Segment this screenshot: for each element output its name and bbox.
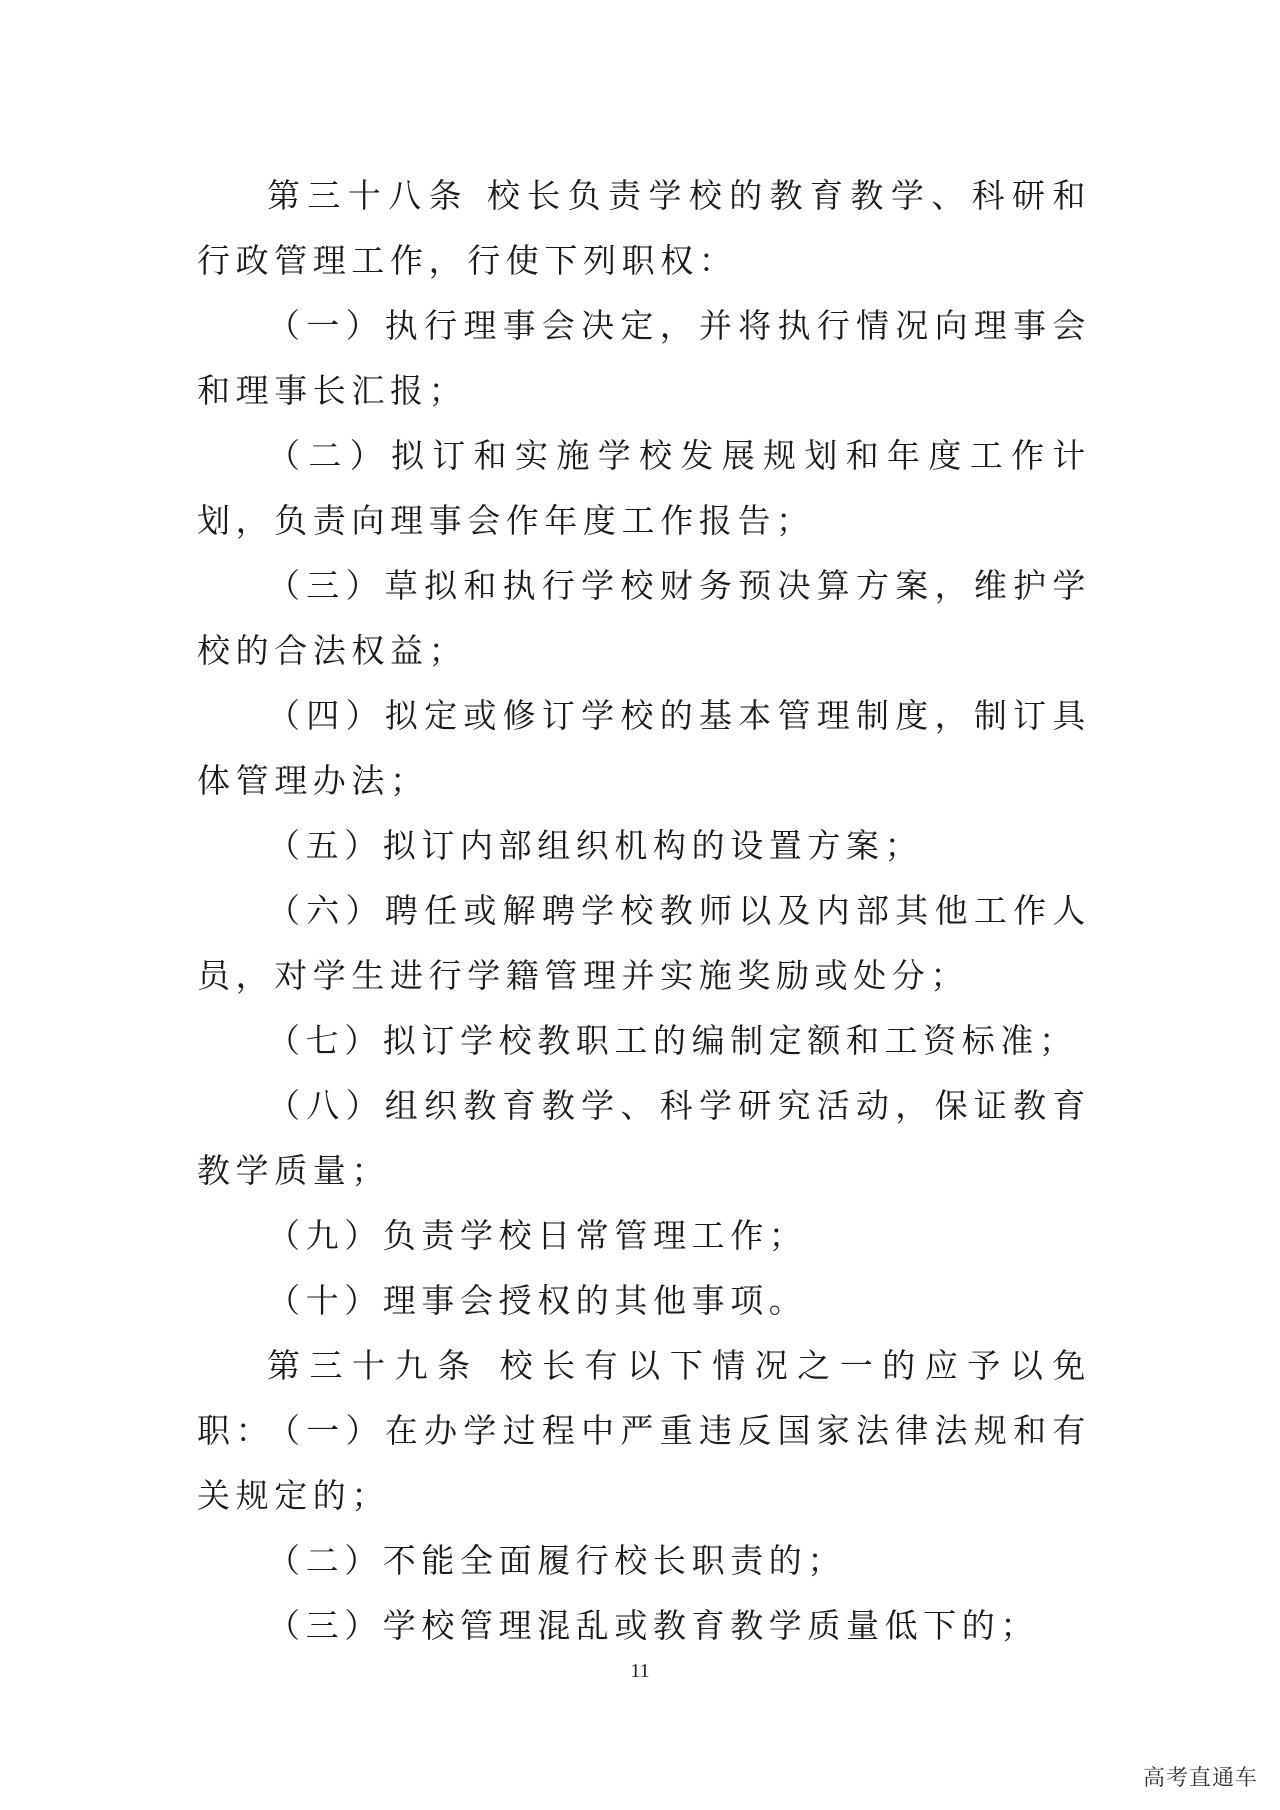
- watermark-text: 高考直通车: [1142, 1766, 1258, 1791]
- clause-6-paragraph: （六）聘任或解聘学校教师以及内部其他工作人员，对学生进行学籍管理并实施奖励或处分；: [197, 891, 1091, 995]
- clause-7-paragraph: （七）拟订学校教职工的编制定额和工资标准；: [267, 1021, 1078, 1060]
- clause-4-paragraph: （四）拟定或修订学校的基本管理制度，制订具体管理办法；: [197, 696, 1091, 800]
- page-number: 11: [630, 1660, 650, 1682]
- article-39-paragraph: 第三十九条 校长有以下情况之一的应予以免职：: [197, 1346, 1091, 1450]
- clause-9-paragraph: （九）负责学校日常管理工作；: [267, 1216, 808, 1255]
- dismissal-clause-3-paragraph: （三）学校管理混乱或教育教学质量低下的；: [267, 1606, 1039, 1645]
- dismissal-clause-1-paragraph: （一）在办学过程中严重违反国家法律法规和有关规定的；: [197, 1411, 1091, 1515]
- dismissal-clause-2-paragraph: （二）不能全面履行校长职责的；: [267, 1541, 846, 1580]
- clause-1-paragraph: （一）执行理事会决定，并将执行情况向理事会和理事长汇报；: [197, 306, 1091, 410]
- clause-3-paragraph: （三）草拟和执行学校财务预决算方案，维护学校的合法权益；: [197, 566, 1091, 670]
- clause-2-paragraph: （二）拟订和实施学校发展规划和年度工作计划，负责向理事会作年度工作报告；: [197, 436, 1091, 540]
- article-38-paragraph: 第三十八条 校长负责学校的教育教学、科研和行政管理工作，行使下列职权：: [197, 176, 1091, 280]
- clause-8-paragraph: （八）组织教育教学、科学研究活动，保证教育教学质量；: [197, 1086, 1091, 1190]
- clause-5-paragraph: （五）拟订内部组织机构的设置方案；: [267, 826, 924, 865]
- clause-10-paragraph: （十）理事会授权的其他事项。: [267, 1281, 808, 1320]
